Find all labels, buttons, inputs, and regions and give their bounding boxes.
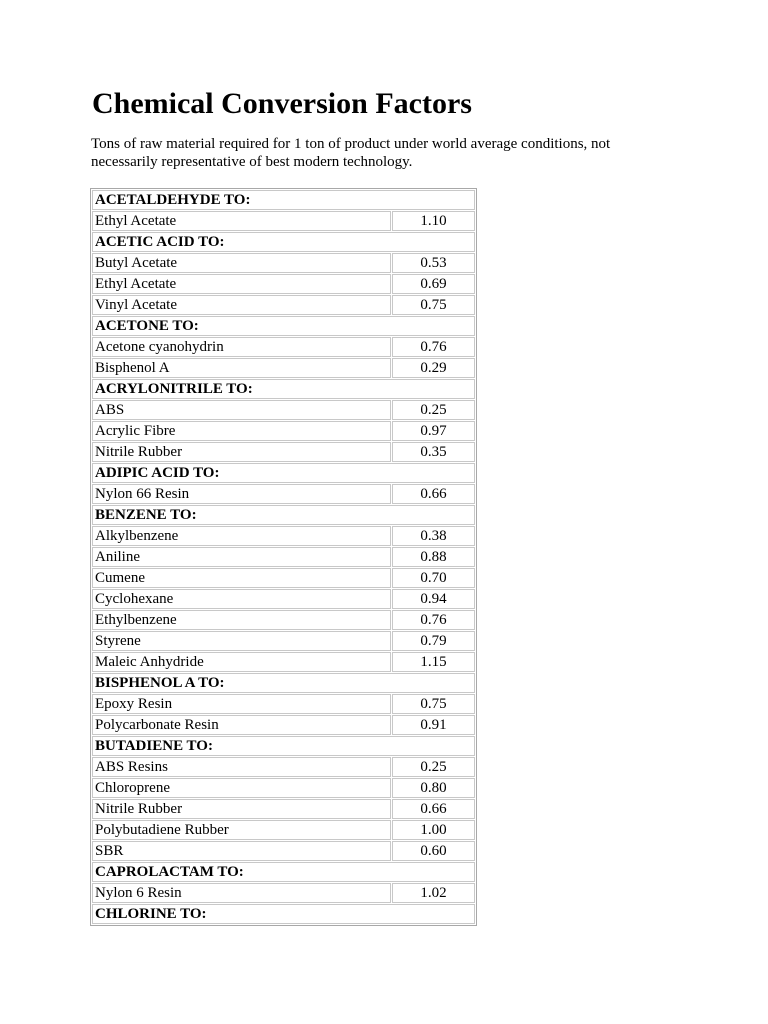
- product-name: Ethylbenzene: [92, 610, 391, 630]
- intro-paragraph: Tons of raw material required for 1 ton of product under world average conditions, not necessarily representative of best modern technology.: [91, 136, 611, 170]
- group-header: ADIPIC ACID TO:: [92, 463, 475, 483]
- conversion-factor: 0.76: [392, 610, 475, 630]
- group-header-row: [92, 190, 475, 210]
- conversion-factor: 1.00: [392, 820, 475, 840]
- product-name: Nylon 66 Resin: [92, 484, 391, 504]
- table-row: [92, 820, 475, 840]
- table-row: [92, 694, 475, 714]
- product-name: Acrylic Fibre: [92, 421, 391, 441]
- product-name: SBR: [92, 841, 391, 861]
- product-name: Maleic Anhydride: [92, 652, 391, 672]
- table-row: [92, 253, 475, 273]
- table-row: [92, 568, 475, 588]
- group-header: ACRYLONITRILE TO:: [92, 379, 475, 399]
- group-header-row: [92, 379, 475, 399]
- conversion-factor: 0.88: [392, 547, 475, 567]
- product-name: Cumene: [92, 568, 391, 588]
- conversion-factor: 1.02: [392, 883, 475, 903]
- conversion-factor: 0.29: [392, 358, 475, 378]
- conversion-factor: 0.25: [392, 400, 475, 420]
- product-name: Nitrile Rubber: [92, 799, 391, 819]
- group-header-row: [92, 673, 475, 693]
- table-row: [92, 799, 475, 819]
- group-header-row: [92, 736, 475, 756]
- conversion-factor: 0.75: [392, 295, 475, 315]
- group-header: BENZENE TO:: [92, 505, 475, 525]
- product-name: ABS: [92, 400, 391, 420]
- table-row: [92, 841, 475, 861]
- table-row: [92, 211, 475, 231]
- conversion-factor: 0.80: [392, 778, 475, 798]
- product-name: Cyclohexane: [92, 589, 391, 609]
- table-row: [92, 358, 475, 378]
- conversion-factor: 0.66: [392, 484, 475, 504]
- conversion-factor: 0.94: [392, 589, 475, 609]
- conversion-factor: 0.35: [392, 442, 475, 462]
- table-row: [92, 295, 475, 315]
- group-header-row: [92, 463, 475, 483]
- conversion-factor: 0.97: [392, 421, 475, 441]
- group-header: ACETONE TO:: [92, 316, 475, 336]
- table-row: [92, 631, 475, 651]
- table-row: [92, 274, 475, 294]
- table-row: [92, 610, 475, 630]
- conversion-factor: 0.75: [392, 694, 475, 714]
- page-title: Chemical Conversion Factors: [92, 87, 472, 120]
- table-row: [92, 526, 475, 546]
- conversion-factor: 0.38: [392, 526, 475, 546]
- table-row: [92, 337, 475, 357]
- table-row: [92, 652, 475, 672]
- product-name: Bisphenol A: [92, 358, 391, 378]
- conversion-factor: 0.79: [392, 631, 475, 651]
- product-name: Butyl Acetate: [92, 253, 391, 273]
- group-header: CHLORINE TO:: [92, 904, 475, 924]
- product-name: Acetone cyanohydrin: [92, 337, 391, 357]
- group-header: ACETIC ACID TO:: [92, 232, 475, 252]
- conversion-factor: 0.91: [392, 715, 475, 735]
- conversion-factor: 0.69: [392, 274, 475, 294]
- table-row: [92, 484, 475, 504]
- table-row: [92, 400, 475, 420]
- conversion-factor: 1.15: [392, 652, 475, 672]
- table-row: [92, 589, 475, 609]
- group-header: CAPROLACTAM TO:: [92, 862, 475, 882]
- group-header: BUTADIENE TO:: [92, 736, 475, 756]
- group-header-row: [92, 232, 475, 252]
- product-name: Vinyl Acetate: [92, 295, 391, 315]
- table-row: [92, 757, 475, 777]
- conversion-factor: 0.60: [392, 841, 475, 861]
- group-header-row: [92, 904, 475, 924]
- product-name: Alkylbenzene: [92, 526, 391, 546]
- product-name: ABS Resins: [92, 757, 391, 777]
- conversion-factor: 0.70: [392, 568, 475, 588]
- product-name: Chloroprene: [92, 778, 391, 798]
- table-row: [92, 883, 475, 903]
- product-name: Aniline: [92, 547, 391, 567]
- table-row: [92, 547, 475, 567]
- group-header: ACETALDEHYDE TO:: [92, 190, 475, 210]
- product-name: Nylon 6 Resin: [92, 883, 391, 903]
- product-name: Ethyl Acetate: [92, 274, 391, 294]
- product-name: Styrene: [92, 631, 391, 651]
- table-row: [92, 778, 475, 798]
- conversion-factors-table-body: [92, 190, 475, 924]
- conversion-factors-table: [90, 188, 477, 926]
- conversion-factor: 1.10: [392, 211, 475, 231]
- conversion-factor: 0.66: [392, 799, 475, 819]
- group-header-row: [92, 316, 475, 336]
- product-name: Polybutadiene Rubber: [92, 820, 391, 840]
- group-header-row: [92, 505, 475, 525]
- group-header: BISPHENOL A TO:: [92, 673, 475, 693]
- table-row: [92, 715, 475, 735]
- product-name: Nitrile Rubber: [92, 442, 391, 462]
- table-row: [92, 421, 475, 441]
- product-name: Polycarbonate Resin: [92, 715, 391, 735]
- conversion-factor: 0.76: [392, 337, 475, 357]
- group-header-row: [92, 862, 475, 882]
- conversion-factor: 0.53: [392, 253, 475, 273]
- product-name: Epoxy Resin: [92, 694, 391, 714]
- product-name: Ethyl Acetate: [92, 211, 391, 231]
- conversion-factor: 0.25: [392, 757, 475, 777]
- table-row: [92, 442, 475, 462]
